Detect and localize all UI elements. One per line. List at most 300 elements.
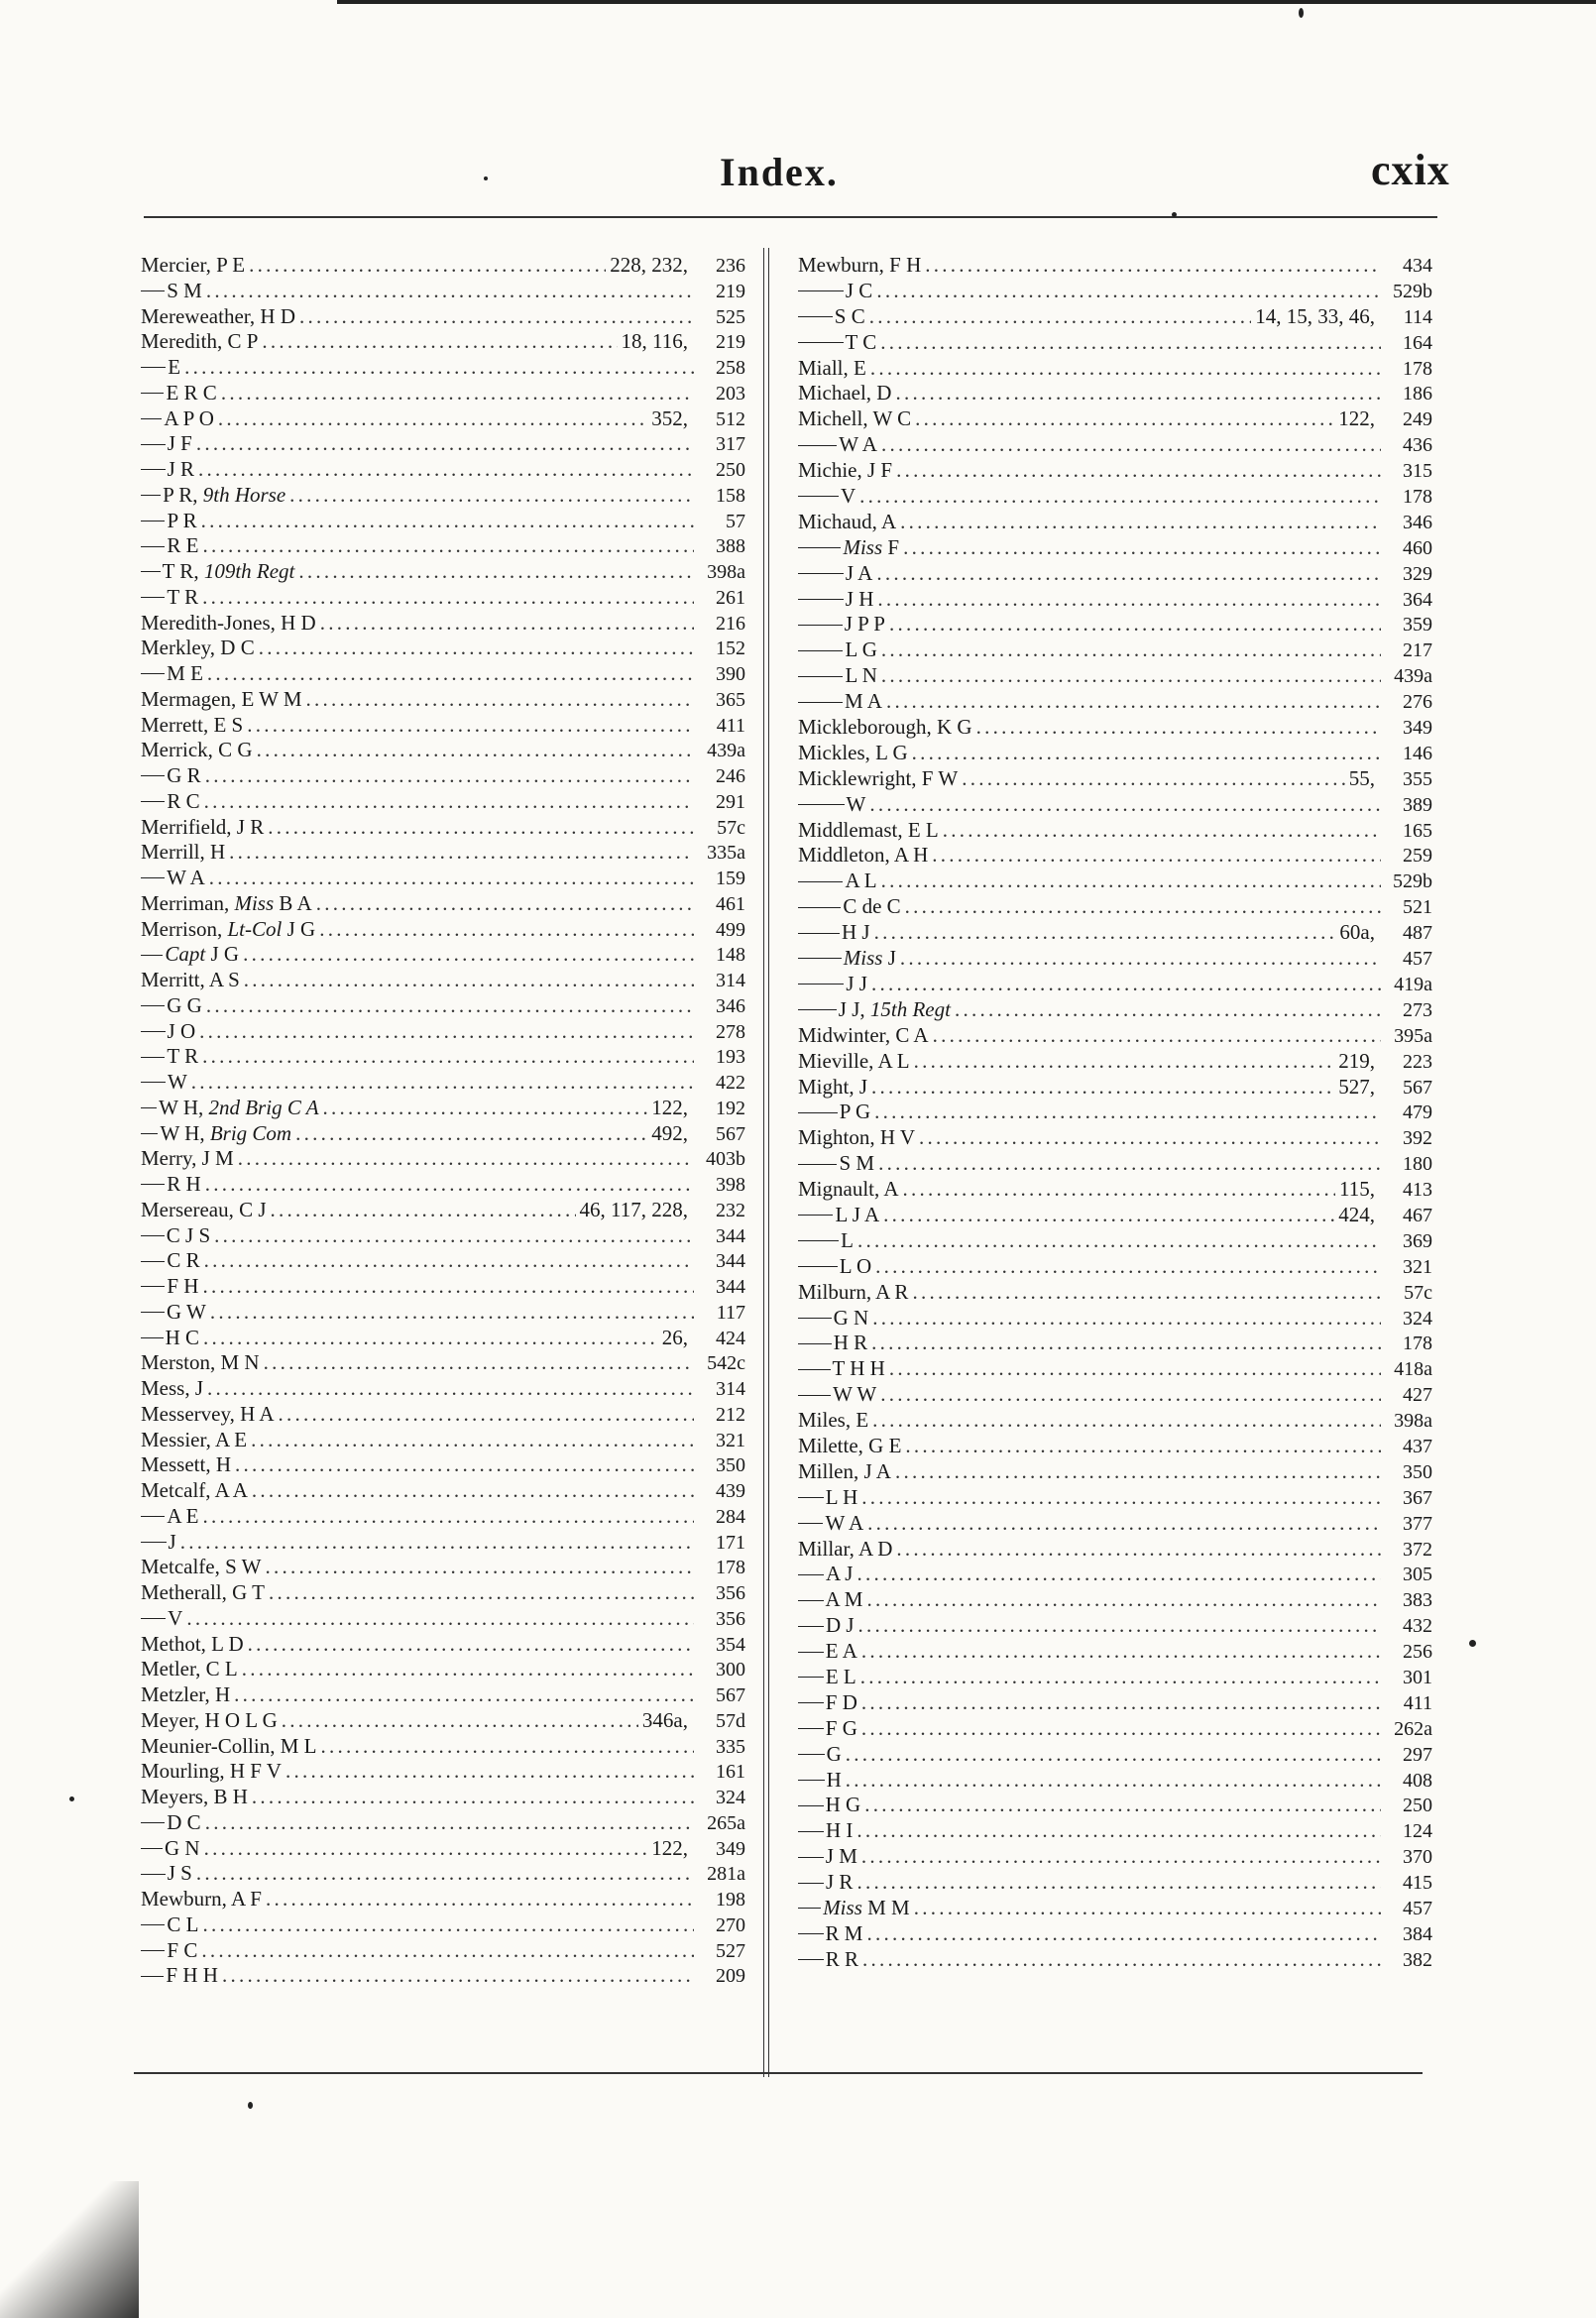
- entry-name: [167, 1274, 198, 1300]
- dot-leader: [869, 304, 1252, 330]
- entry-name-text: Mourling, H F V: [141, 1759, 282, 1784]
- entry-name-italic: 109th Regt: [203, 559, 295, 583]
- ditto-dash: [141, 1031, 166, 1032]
- index-entry: [141, 1938, 745, 1964]
- entry-name-italic: Miss: [234, 890, 275, 915]
- entry-name-text: A M: [825, 1587, 863, 1612]
- page-reference: 259: [1403, 845, 1432, 868]
- entry-name: [167, 1044, 198, 1070]
- page-reference: 432: [1403, 1615, 1432, 1638]
- entry-name: [825, 1511, 863, 1537]
- entry-name-text: Might, J: [798, 1074, 868, 1099]
- ditto-dash: [141, 290, 165, 291]
- dot-leader: [319, 917, 694, 943]
- entry-name: [847, 792, 866, 818]
- entry-name-text: Mieville, A L: [798, 1048, 910, 1073]
- index-entry: [798, 1382, 1432, 1408]
- entry-name-text: H C: [165, 1325, 199, 1349]
- entry-name: [798, 1280, 908, 1306]
- entry-name: [798, 406, 911, 432]
- page-reference: 193: [716, 1046, 745, 1069]
- entry-name-italic: 15th Regt: [869, 996, 951, 1021]
- index-entry: [141, 585, 745, 611]
- page-reference: 315: [1403, 460, 1432, 483]
- page-reference: 159: [716, 868, 745, 889]
- entry-name: [843, 894, 900, 920]
- index-entry: [141, 1963, 745, 1989]
- index-entry: [141, 1734, 745, 1760]
- page-reference: 57c: [717, 816, 745, 839]
- entry-name-text: Michie, J F: [798, 458, 893, 483]
- ditto-dash: [798, 1395, 831, 1396]
- ditto-dash: [798, 1164, 837, 1165]
- index-entry: [798, 818, 1432, 844]
- index-entry: [141, 253, 745, 279]
- page-reference: 324: [1403, 1307, 1432, 1330]
- dot-leader: [205, 1172, 694, 1198]
- entry-name: [841, 1228, 854, 1254]
- page-reference: 403b: [706, 1148, 745, 1171]
- entry-name: [167, 1938, 197, 1964]
- page-reference: 349: [1403, 717, 1432, 740]
- page-reference: 164: [1403, 331, 1432, 354]
- page-reference: 392: [1403, 1127, 1432, 1150]
- entry-name: [826, 1587, 863, 1613]
- index-entry: [798, 843, 1432, 869]
- entry-name-text: L J A: [835, 1202, 880, 1226]
- ditto-dash: [141, 1261, 165, 1262]
- index-entry: [798, 1870, 1432, 1896]
- dot-leader: [266, 1555, 695, 1580]
- index-entry: [141, 1326, 745, 1351]
- print-speck: [484, 176, 488, 180]
- entry-name-text: J M: [825, 1844, 857, 1869]
- dot-leader: [874, 1100, 1381, 1125]
- page-reference: 411: [716, 714, 745, 737]
- entry-name-text: E R C: [166, 380, 217, 405]
- entry-name-suffix: J G: [205, 942, 240, 967]
- page-reference: 152: [716, 637, 745, 660]
- ditto-dash: [141, 1286, 165, 1287]
- dot-leader: [207, 661, 694, 687]
- ditto-dash: [798, 1626, 824, 1627]
- index-entry: [798, 1844, 1432, 1870]
- dot-leader: [933, 1023, 1381, 1049]
- ditto-dash: [798, 1652, 824, 1653]
- entry-name: [798, 741, 908, 766]
- ditto-dash: [798, 1883, 824, 1884]
- index-entry: [141, 329, 745, 355]
- index-entry: [141, 1606, 745, 1632]
- entry-name-suffix: B A: [274, 890, 312, 915]
- entry-name: [844, 946, 896, 972]
- entry-name: [141, 1402, 275, 1428]
- index-entry: [141, 968, 745, 993]
- dot-leader: [877, 587, 1381, 613]
- ditto-dash: [798, 1240, 839, 1241]
- entry-name-text: Mignault, A: [798, 1177, 899, 1202]
- page-reference: 314: [716, 970, 745, 991]
- page-reference: 335a: [707, 842, 745, 865]
- entry-name: [165, 1836, 200, 1862]
- page-reference: 457: [1403, 1898, 1432, 1919]
- dot-leader: [209, 866, 694, 891]
- ditto-dash: [798, 599, 844, 600]
- index-entry: [798, 869, 1432, 894]
- page-reference: 377: [1403, 1512, 1432, 1535]
- ditto-dash: [141, 801, 165, 802]
- index-entry: [141, 713, 745, 739]
- print-speck: [1469, 1640, 1476, 1647]
- index-entry: [141, 1376, 745, 1402]
- index-entry: [798, 1921, 1432, 1947]
- index-entry: [141, 942, 745, 968]
- ditto-dash: [141, 775, 165, 776]
- page-reference: 178: [1403, 357, 1432, 380]
- ditto-dash: [798, 1574, 824, 1575]
- entry-name-text: Mighton, H V: [798, 1125, 916, 1150]
- entry-name-text: H I: [826, 1818, 854, 1843]
- dot-leader: [856, 1870, 1381, 1896]
- entry-name-text: H: [826, 1767, 842, 1792]
- dot-leader: [320, 1734, 694, 1760]
- index-entry: [798, 279, 1432, 304]
- entry-name: [798, 253, 921, 279]
- entry-name: [167, 1223, 210, 1249]
- entry-name: [798, 1434, 901, 1459]
- page-reference: 350: [1403, 1460, 1432, 1483]
- right-index-column: [798, 253, 1432, 1973]
- ditto-dash: [798, 547, 841, 548]
- entry-name: [160, 1121, 291, 1147]
- entry-name: [141, 1428, 247, 1453]
- dot-leader: [896, 458, 1381, 484]
- entry-name-text: Meunier-Collin, M L: [141, 1733, 317, 1758]
- entry-name-italic: Lt-Col: [227, 916, 283, 941]
- dot-leader: [955, 997, 1381, 1023]
- entry-name: [141, 636, 255, 661]
- entry-name-text: Merry, J M: [141, 1146, 234, 1171]
- entry-name-text: Meredith-Jones, H D: [141, 610, 316, 635]
- dot-leader: [204, 1248, 694, 1274]
- dot-leader: [201, 1938, 694, 1964]
- page-reference: 364: [1403, 588, 1432, 611]
- entry-name-text: G: [826, 1741, 842, 1766]
- index-entry: [798, 1896, 1432, 1921]
- page-reference: 369: [1403, 1229, 1432, 1252]
- dot-leader: [875, 1254, 1381, 1280]
- entry-name-text: J C: [845, 278, 873, 302]
- entry-name: [826, 1921, 863, 1947]
- entry-name-text: Michaud, A: [798, 509, 897, 533]
- footer-rule: [134, 2072, 1423, 2074]
- entry-name: [846, 561, 872, 587]
- page-reference: 398: [716, 1174, 745, 1196]
- entry-name-text: R H: [167, 1172, 201, 1196]
- entry-name-text: G N: [165, 1835, 200, 1860]
- ditto-dash: [798, 1600, 824, 1601]
- index-entry: [141, 355, 745, 381]
- page-reference: 146: [1403, 742, 1432, 764]
- index-entry: [141, 483, 745, 509]
- entry-name-text: J P P: [844, 612, 885, 637]
- entry-name: [167, 585, 198, 611]
- entry-name-suffix: J: [882, 946, 896, 971]
- page-reference: 370: [1403, 1846, 1432, 1869]
- page-reference: 265a: [707, 1811, 745, 1834]
- entry-name-text: J S: [167, 1861, 192, 1886]
- entry-name: [141, 1682, 230, 1708]
- entry-name-text: S M: [167, 278, 202, 302]
- entry-name-text: J J: [846, 971, 867, 995]
- index-entry: [798, 561, 1432, 587]
- dot-leader: [269, 1580, 694, 1606]
- page-reference: 203: [716, 382, 745, 405]
- dot-leader: [866, 1921, 1381, 1947]
- page-reference: 57d: [716, 1709, 745, 1732]
- additional-pages: 60a,: [1339, 920, 1375, 945]
- index-entry: [141, 279, 745, 304]
- entry-name-italic: Miss: [843, 534, 883, 559]
- dot-leader: [962, 766, 1345, 792]
- entry-name-text: M E: [167, 661, 203, 685]
- dot-leader: [180, 1530, 694, 1556]
- page-reference: 192: [716, 1097, 745, 1119]
- page-reference: 291: [716, 790, 745, 813]
- dot-leader: [316, 891, 694, 917]
- dot-leader: [874, 920, 1336, 946]
- dot-leader: [229, 840, 694, 866]
- entry-name-text: W: [846, 791, 866, 816]
- page-reference: 422: [716, 1072, 745, 1094]
- entry-name-text: Merriman,: [141, 890, 235, 915]
- ditto-dash: [141, 1133, 158, 1134]
- index-entry: [141, 1121, 745, 1147]
- ditto-dash: [798, 702, 843, 703]
- ditto-dash: [798, 1523, 823, 1524]
- ditto-dash: [798, 1959, 824, 1960]
- ditto-dash: [798, 1369, 831, 1370]
- entry-name-text: W: [167, 1070, 187, 1094]
- entry-name: [167, 789, 199, 815]
- index-entry: [798, 1793, 1432, 1818]
- ditto-dash: [141, 393, 164, 394]
- dot-leader: [861, 1716, 1381, 1742]
- entry-name: [163, 559, 295, 585]
- index-entry: [798, 458, 1432, 484]
- dot-leader: [186, 1606, 694, 1632]
- dot-leader: [198, 457, 694, 483]
- dot-leader: [202, 1274, 694, 1300]
- dot-leader: [214, 1223, 694, 1249]
- page-reference: 158: [716, 484, 745, 507]
- page-number: cxix: [1371, 146, 1450, 194]
- dot-leader: [876, 561, 1381, 587]
- index-entry: [798, 1562, 1432, 1587]
- dot-leader: [919, 1125, 1381, 1151]
- page-reference: 186: [1403, 383, 1432, 406]
- entry-name-text: W A: [167, 866, 205, 889]
- page-reference: 390: [716, 663, 745, 685]
- dot-leader: [221, 381, 694, 406]
- entry-name-text: D J: [825, 1613, 855, 1638]
- entry-name-text: A L: [845, 869, 877, 893]
- index-entry: [798, 1818, 1432, 1844]
- dot-leader: [299, 304, 694, 330]
- index-entry: [141, 1861, 745, 1887]
- index-entry: [798, 330, 1432, 356]
- index-entry: [141, 917, 745, 943]
- dot-leader: [202, 1912, 694, 1938]
- entry-name-text: P R,: [163, 482, 203, 507]
- index-entry: [798, 1511, 1432, 1537]
- dot-leader: [252, 1478, 694, 1504]
- index-entry: [798, 1125, 1432, 1151]
- entry-name: [842, 920, 870, 946]
- page-reference: 499: [716, 918, 745, 941]
- page-reference: 529b: [1393, 280, 1432, 302]
- index-entry: [798, 972, 1432, 997]
- entry-name: [167, 1172, 200, 1198]
- entry-name: [168, 431, 192, 457]
- dot-leader: [900, 946, 1381, 972]
- dot-leader: [914, 1049, 1335, 1075]
- entry-name-text: Micklewright, F W: [798, 765, 959, 790]
- index-entry: [798, 1408, 1432, 1434]
- dot-leader: [257, 738, 694, 763]
- dot-leader: [864, 1793, 1381, 1818]
- index-entry: [798, 1356, 1432, 1382]
- ditto-dash: [141, 1057, 165, 1058]
- entry-name: [841, 484, 855, 510]
- page-reference: 344: [716, 1276, 745, 1298]
- entry-name-text: Messervey, H A: [141, 1401, 275, 1426]
- entry-name-text: Millen, J A: [798, 1458, 891, 1483]
- ditto-dash: [141, 444, 166, 445]
- entry-name-text: Mewburn, F H: [798, 253, 922, 277]
- ditto-dash: [141, 1235, 165, 1236]
- dot-leader: [881, 869, 1381, 894]
- index-entry: [798, 715, 1432, 741]
- ditto-dash: [141, 521, 165, 522]
- page-reference: 434: [1403, 255, 1432, 277]
- dot-leader: [876, 279, 1381, 304]
- page-reference: 525: [716, 305, 745, 328]
- page-reference: 246: [716, 765, 745, 787]
- index-entry: [141, 687, 745, 713]
- entry-name-text: H J: [842, 920, 870, 945]
- entry-name-text: Metcalfe, S W: [141, 1555, 262, 1579]
- entry-name: [798, 1049, 910, 1075]
- index-entry: [798, 1587, 1432, 1613]
- page-reference: 281a: [707, 1863, 745, 1886]
- entry-name: [826, 1690, 857, 1716]
- index-entry: [798, 1768, 1432, 1794]
- ditto-dash: [141, 1822, 165, 1823]
- entry-name: [845, 689, 882, 715]
- entry-name-text: A J: [826, 1562, 854, 1586]
- ditto-dash: [798, 496, 839, 497]
- entry-name-text: H R: [833, 1331, 868, 1355]
- entry-name-text: W H,: [160, 1120, 210, 1145]
- entry-name: [798, 1125, 915, 1151]
- ditto-dash: [798, 1857, 824, 1858]
- entry-name-text: L O: [839, 1253, 872, 1278]
- page-reference: 521: [1403, 896, 1432, 919]
- dot-leader: [861, 1639, 1381, 1665]
- index-entry: [798, 766, 1432, 792]
- page-reference: 114: [1403, 305, 1432, 328]
- entry-name-text: L: [841, 1227, 854, 1252]
- dot-leader: [202, 1044, 694, 1070]
- index-entry: [798, 253, 1432, 279]
- column-divider: [763, 248, 769, 2077]
- page-reference: 439: [716, 1480, 745, 1502]
- index-entry: [798, 1690, 1432, 1716]
- entry-name: [835, 304, 865, 330]
- dot-leader: [914, 1896, 1381, 1921]
- index-entry: [798, 741, 1432, 766]
- ditto-dash: [141, 1542, 167, 1543]
- index-entry: [141, 1887, 745, 1912]
- entry-name-text: Messier, A E: [141, 1427, 248, 1451]
- dot-leader: [202, 1504, 694, 1530]
- page-reference: 527: [716, 1939, 745, 1962]
- index-entry: [141, 1555, 745, 1580]
- ditto-dash: [141, 1950, 165, 1951]
- page-reference: 178: [716, 1557, 745, 1579]
- index-entry: [141, 457, 745, 483]
- entry-name: [826, 1844, 857, 1870]
- page-reference: 382: [1403, 1948, 1432, 1971]
- entry-name: [826, 1870, 853, 1896]
- entry-name: [159, 1096, 318, 1121]
- page-reference: 398a: [1394, 1410, 1432, 1433]
- entry-name: [167, 866, 205, 891]
- entry-name-text: J R: [167, 457, 195, 481]
- entry-name: [168, 1019, 196, 1045]
- page-reference: 344: [716, 1250, 745, 1273]
- ditto-dash: [798, 1009, 837, 1010]
- additional-pages: 492,: [651, 1120, 688, 1145]
- entry-name-text: C de C: [843, 894, 901, 919]
- entry-name: [798, 510, 896, 535]
- entry-name-text: C J S: [166, 1222, 211, 1247]
- dot-leader: [196, 431, 694, 457]
- entry-name: [165, 942, 239, 968]
- dot-leader: [857, 1228, 1381, 1254]
- dot-leader: [199, 1019, 694, 1045]
- dot-leader: [271, 1198, 576, 1223]
- page-reference: 437: [1403, 1435, 1432, 1457]
- index-entry: [798, 1228, 1432, 1254]
- index-entry: [798, 510, 1432, 535]
- page-reference: 384: [1403, 1922, 1432, 1945]
- index-entry: [798, 1537, 1432, 1563]
- index-entry: [141, 815, 745, 841]
- entry-name-text: Middlemast, E L: [798, 817, 939, 842]
- entry-name-text: R R: [825, 1946, 858, 1971]
- page-reference: 372: [1403, 1538, 1432, 1561]
- index-entry: [798, 1306, 1432, 1332]
- entry-name: [141, 1632, 244, 1658]
- index-entry: [798, 1665, 1432, 1690]
- index-entry: [141, 1146, 745, 1172]
- ditto-dash: [798, 1933, 824, 1934]
- entry-name-text: Merrison,: [141, 916, 228, 941]
- dot-leader: [306, 687, 694, 713]
- dot-leader: [889, 1356, 1381, 1382]
